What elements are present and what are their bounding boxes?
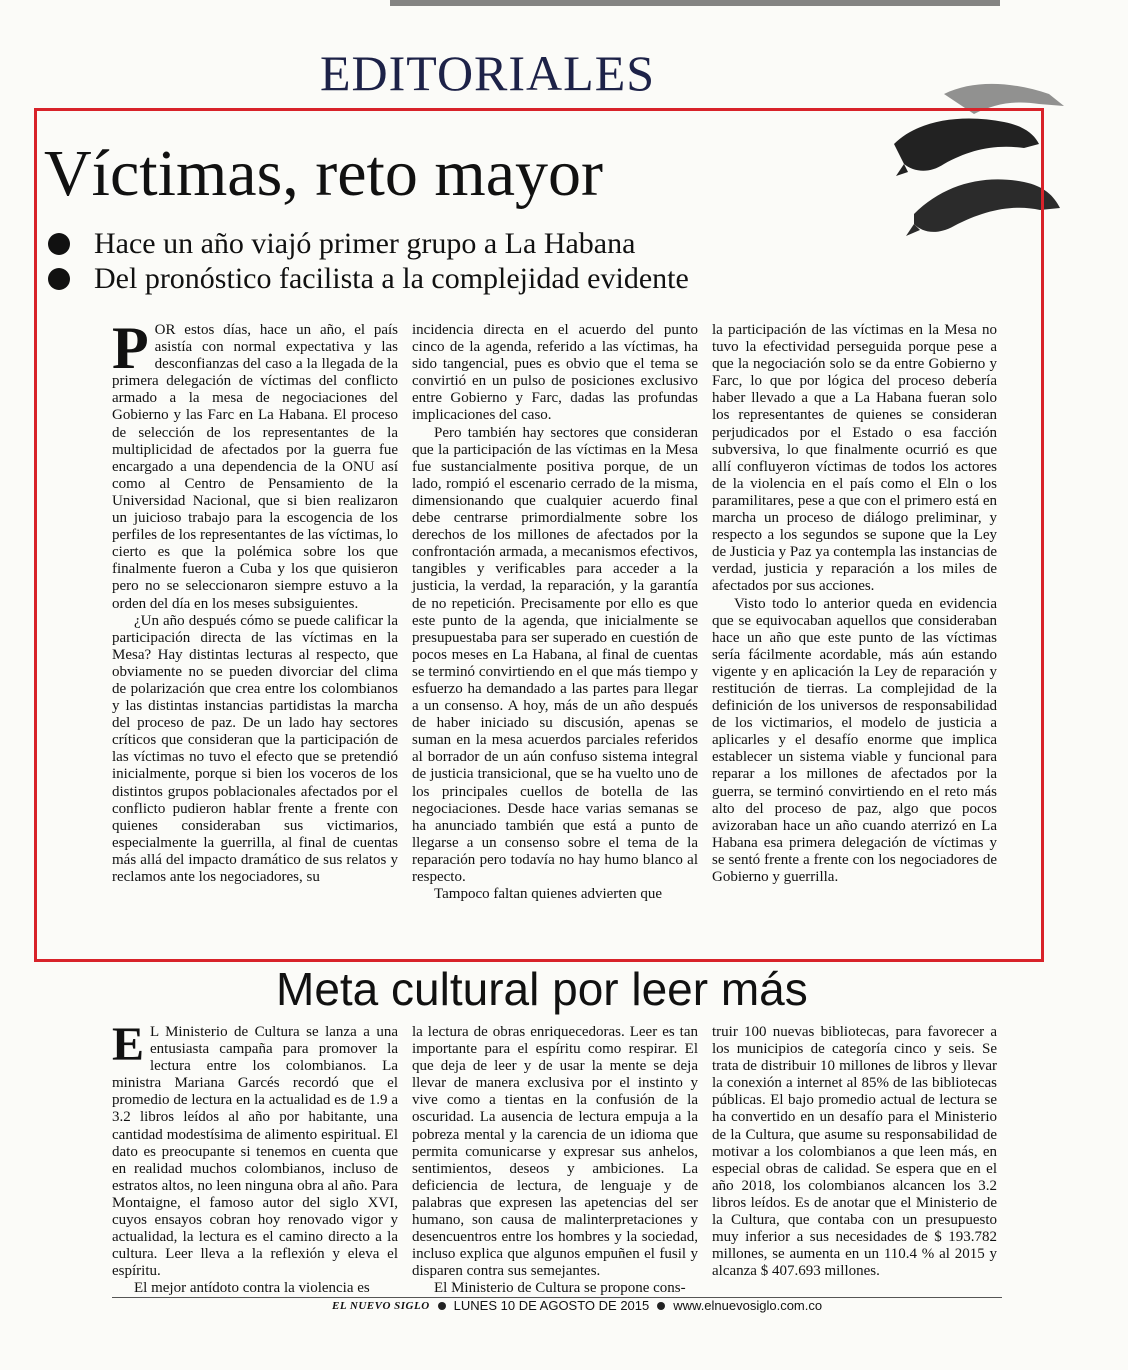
paragraph: Visto todo lo anterior queda en evidencia que se equivocaban aquellos que consideraban hace un año que este punto de las víctimas sería fácilmente acordable, más aún estando vigente y en aplicación la Ley de reparación y restitución de tierras. La complejidad de la definición de los universos de responsabilidad de los victimarios, el modelo de justicia a aplicarles y el desafío enorme que implica establecer un sistema viable y funcional para reparar a los millones de afectados por la guerra, se terminó convirtiendo en el reto más alto del proceso de paz, algo que pocos avizoraban hace un año cuando aterrizó en La Habana esa primera delegación de víctimas y se sentó frente a frente con los negociadores de Gobierno y guerrilla. [712, 595, 997, 885]
footer-dot-icon [657, 1302, 665, 1310]
paragraph: El Ministerio de Cultura se propone cons- [434, 1280, 686, 1297]
footer-dot-icon [438, 1302, 446, 1310]
article1-column-3 [712, 322, 997, 886]
paragraph: la lectura de obras enriquecedoras. Leer es tan importante para el espíritu como respirar. El que deja de leer y de usar la mente se deja llevar de manera exclusiva por el instinto y vive como a tientas en la confusión de la oscuridad. La ausencia de lectura empuja a la pobreza mental y la carencia de un idioma que permita comunicarse y expresar sus anhelos, sentimientos, deseos y ambiciones. La deficiencia de lectura, de lenguaje y de palabras que expresen las apetencias del ser humano, son causa de malinterpretaciones y desencuentros entre los hombres y la sociedad, incluso explica que algunos empuñen el fusil y disparen contra sus semejantes. [412, 1024, 698, 1280]
footer-date: LUNES 10 DE AGOSTO DE 2015 [453, 1298, 650, 1313]
drop-cap: P [112, 315, 149, 381]
bullet-text: Hace un año viajó primer grupo a La Habana [94, 226, 636, 260]
article-bullets [48, 226, 689, 296]
page-footer [332, 1298, 822, 1313]
article2-column-2 [412, 1024, 698, 1298]
article2-headline: Meta cultural por leer más [276, 963, 808, 1015]
paragraph: ¿Un año después cómo se puede calificar la participación directa de las víctimas en la Mesa? Hay distintas lecturas al respecto, que obviamente no se pueden divorciar del clima de polarización que crea entre los colombianos y las distintas instancias partidistas la marcha del proceso de paz. De un lado hay sectores críticos que consideran que la participación de las víctimas no tuvo el efecto que se pretendió inicialmente, porque si bien los voceros de los distintos grupos poblacionales afectados por el conflicto pudieron hablar frente a frente con quienes consideraban sus victimarios, especialmente la guerrilla, al final de cuentas más allá del impacto dramático de sus relatos y reclamos ante los negociadores, su [112, 612, 398, 885]
paragraph: Pero también hay sectores que consideran que la participación de las víctimas en la Mesa fue sustancialmente positiva porque, de un lado, rompió el escenario cerrado de la misma, dimensionando que cualquier acuerdo final debe centrarse primordialmente sobre los derechos de los millones de afectados por la confrontación armada, a mecanismos efectivos, tangibles y verificables para acceder a la justicia, la verdad, la reparación, y la garantía de no repetición. Precisamente por ello es que este punto de la agenda, que inicialmente se presupuestaba para ser superado en cuestión de pocos meses en La Habana, al final de cuentas se terminó convirtiendo en el que más tiempo y esfuerzo ha demandado a las partes para llegar a un consenso. A hoy, más de un año después de haber iniciado su discusión, apenas se suman en la mesa acuerdos parciales referidos al borrador de un aún confuso sistema integral de justicia transicional, que se ha vuelto uno de los principales cuellos de botella de las negociaciones. Desde hace varias semanas se ha anunciado también que está a punto de llegarse a un consenso sobre el tema de la reparación pero todavía no hay humo blanco al respecto. [412, 424, 698, 885]
paragraph: El mejor antídoto contra la violencia es [134, 1280, 370, 1297]
drop-cap: E [112, 1018, 145, 1071]
article2-column-1 [112, 1018, 398, 1298]
bullet-item [48, 226, 689, 261]
bullet-dot-icon [48, 233, 70, 255]
bullet-item [48, 261, 689, 296]
article-headline: Víctimas, reto mayor [44, 137, 604, 210]
section-title: EDITORIALES [320, 45, 656, 101]
paragraph: la participación de las víctimas en la Mesa no tuvo la efectividad perseguida porque pese a que la negociación solo se da entre Gobierno y Farc, lo que por lógica del proceso debería haber llevado a que a La Habana fueran solo los representantes de quienes se consideran perjudicados por el Estado o esa facción subversiva, lo que finalmente ocurrió es que allí confluyeron víctimas de todos los actores de la violencia en el país como el Eln o los paramilitares, pese a que con el primero está en marcha un proceso de diálogo preliminar, y respecto a los segundos se supone que la Ley de Justicia y Paz ya contempla las instancias de verdad, justicia y reparación a los miles de afectados por sus acciones. [712, 322, 997, 595]
article1-column-1 [112, 315, 398, 886]
paragraph: Tampoco faltan quienes advierten que [434, 886, 663, 903]
footer-brand: EL NUEVO SIGLO [332, 1299, 430, 1312]
footer-url: www.elnuevosiglo.com.co [673, 1298, 823, 1313]
paragraph: E L Ministerio de Cultura se lanza a una entusiasta campaña para promover la lectura entre los colombianos. La ministra Mariana Garcés recordó que el promedio de lectura en la actualidad es de 1.9 a 3.2 libros leídos al año por habitante, una cantidad modestísima de alimento espiritual. El dato es preocupante si tenemos en cuenta que en realidad muchos colombianos, incluso de estratos altos, no leen ninguna obra al año. Para Montaigne, el famoso autor del siglo XVI, cuyos ensayos cobran hoy renovado vigor y actualidad, la lectura es el camino directo a la cultura. Leer lleva a la reflexión y eleva el espíritu. [112, 1018, 398, 1280]
paragraph: incidencia directa en el acuerdo del punto cinco de la agenda, referido a las víctimas, ha sido tangencial, pues es obvio que el tema se convirtió en un pulso de posiciones exclusivo entre Gobierno y Farc, dadas las profundas implicaciones del caso. [412, 322, 698, 424]
bullet-text: Del pronóstico facilista a la complejidad evidente [94, 261, 689, 295]
article2-column-3 [712, 1024, 997, 1280]
paragraph: POR estos días, hace un año, el país asistía con normal expectativa y las desconfianzas del caso a la llegada de la primera delegación de víctimas del conflicto armado a la mesa de negociaciones del Gobierno y las Farc en La Habana. El proceso de selección de los representantes de la multiplicidad de afectados por la guerra fue encargado a una dependencia de la ONU así como al Centro de Pensamiento de la Universidad Nacional, que si bien realizaron un juicioso trabajo para la escogencia de los perfiles de los representantes de las víctimas, lo cierto es que la polémica sobre los que finalmente fueron a Cuba y los que quisieron pero no se seleccionaron siempre estuvo a la orden del día en los meses subsiguientes. [112, 315, 398, 612]
article1-column-2 [412, 322, 698, 903]
bullet-dot-icon [48, 268, 70, 290]
top-page-strip [390, 0, 1000, 6]
paragraph: truir 100 nuevas bibliotecas, para favorecer a los municipios de categoría cinco y seis. Se trata de distribuir 10 millones de libros y llevar la conexión a internet al 85% de las bibliotecas públicas. El bajo promedio actual de lectura se ha convertido en un desafío para el Ministerio de la Cultura, que asume su responsabilidad de motivar a los colombianos a que leen más, en especial obras de calidad. Se espera que en el año 2018, los colombianos alcancen los 3.2 libros leídos. Es de anotar que el Ministerio de la Cultura, que contaba con un presupuesto muy inferior a sus necesidades de $ 193.782 millones, se aumenta en un 110.4 % al 2015 y alcanza $ 407.693 millones. [712, 1024, 997, 1280]
